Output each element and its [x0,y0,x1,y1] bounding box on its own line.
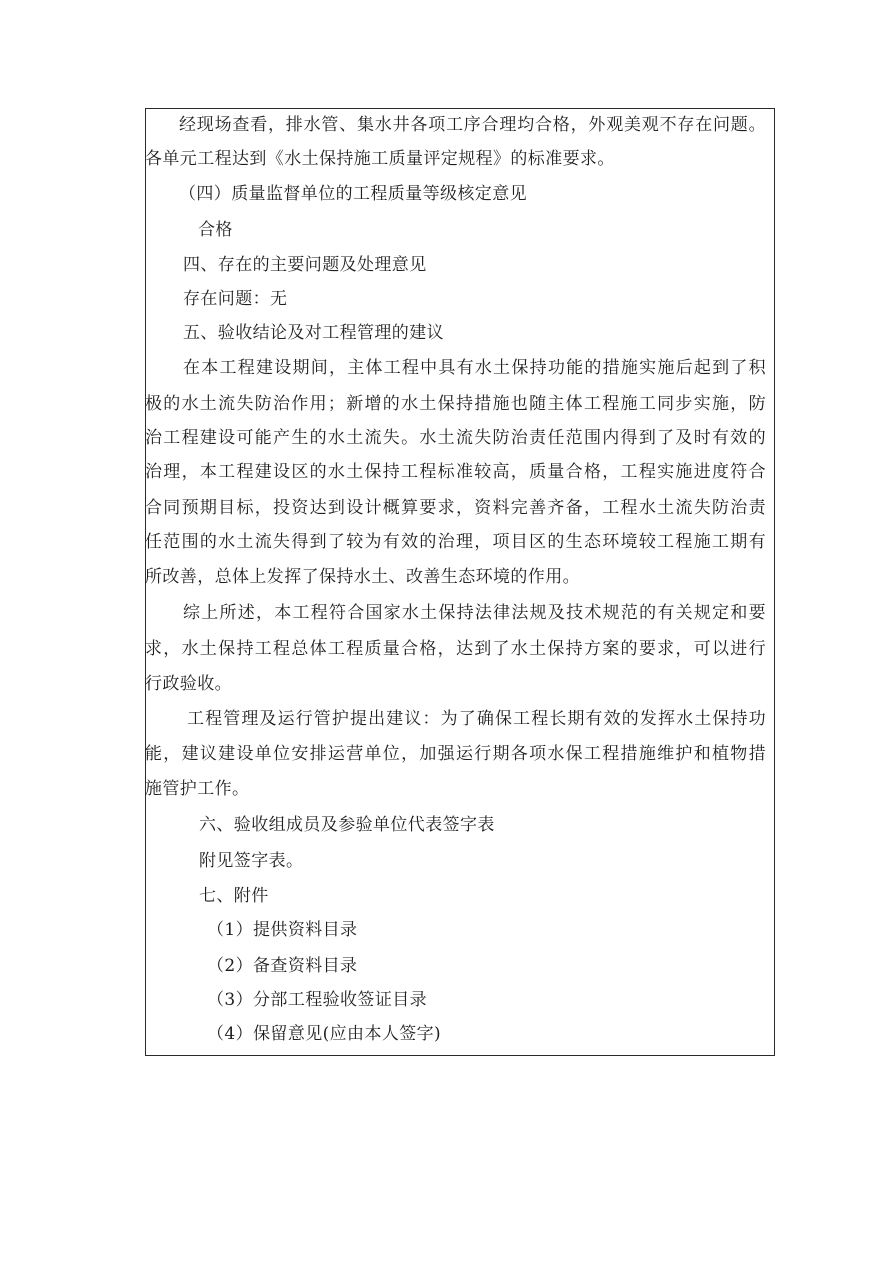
list-item: （3）分部工程验收签证目录 [207,990,428,1010]
text-line: 治工程建设可能产生的水土流失。水土流失防治责任范围内得到了及时有效的 [145,428,766,448]
list-item: （1）提供资料目录 [207,920,358,940]
text-line: 施管护工作。 [145,779,250,799]
section-heading: 六、验收组成员及参验单位代表签字表 [199,815,495,835]
section-heading: （四）质量监督单位的工程质量等级核定意见 [179,184,527,204]
text-line: 治理，本工程建设区的水土保持工程标准较高，质量合格，工程实施进度符合 [145,462,766,482]
text-line: 极的水土流失防治作用；新增的水土保持措施也随主体工程施工同步实施，防 [145,394,766,414]
text-line: 在本工程建设期间，主体工程中具有水土保持功能的措施实施后起到了积 [183,358,766,378]
text-line: 附见签字表。 [199,851,304,871]
list-item: （2）备查资料目录 [207,956,358,976]
section-heading: 七、附件 [199,886,269,906]
text-line: 求，水土保持工程总体工程质量合格，达到了水土保持方案的要求，可以进行 [145,639,766,659]
text-line: 经现场查看，排水管、集水井各项工序合理均合格，外观美观不存在问题。 [179,115,766,135]
text-line: 所改善，总体上发挥了保持水土、改善生态环境的作用。 [145,567,580,587]
text-line: 行政验收。 [145,674,232,694]
text-line: 综上所述，本工程符合国家水土保持法律法规及技术规范的有关规定和要 [183,603,766,623]
text-line: 存在问题：无 [183,289,288,309]
text-line: 合同预期目标，投资达到设计概算要求，资料完善齐备，工程水土流失防治责 [145,498,766,518]
text-line: 各单元工程达到《水土保持施工质量评定规程》的标准要求。 [145,149,615,169]
text-line: 能，建议建设单位安排运营单位，加强运行期各项水保工程措施维护和植物措 [145,744,766,764]
list-item: （4）保留意见(应由本人签字) [207,1024,442,1044]
text-line: 任范围的水土流失得到了较为有效的治理，项目区的生态环境较工程施工期有 [145,532,766,552]
section-heading: 四、存在的主要问题及处理意见 [183,255,427,275]
text-line: 工程管理及运行管护提出建议：为了确保工程长期有效的发挥水土保持功 [187,709,766,729]
section-heading: 五、验收结论及对工程管理的建议 [183,323,444,343]
text-line: 合格 [198,220,233,240]
